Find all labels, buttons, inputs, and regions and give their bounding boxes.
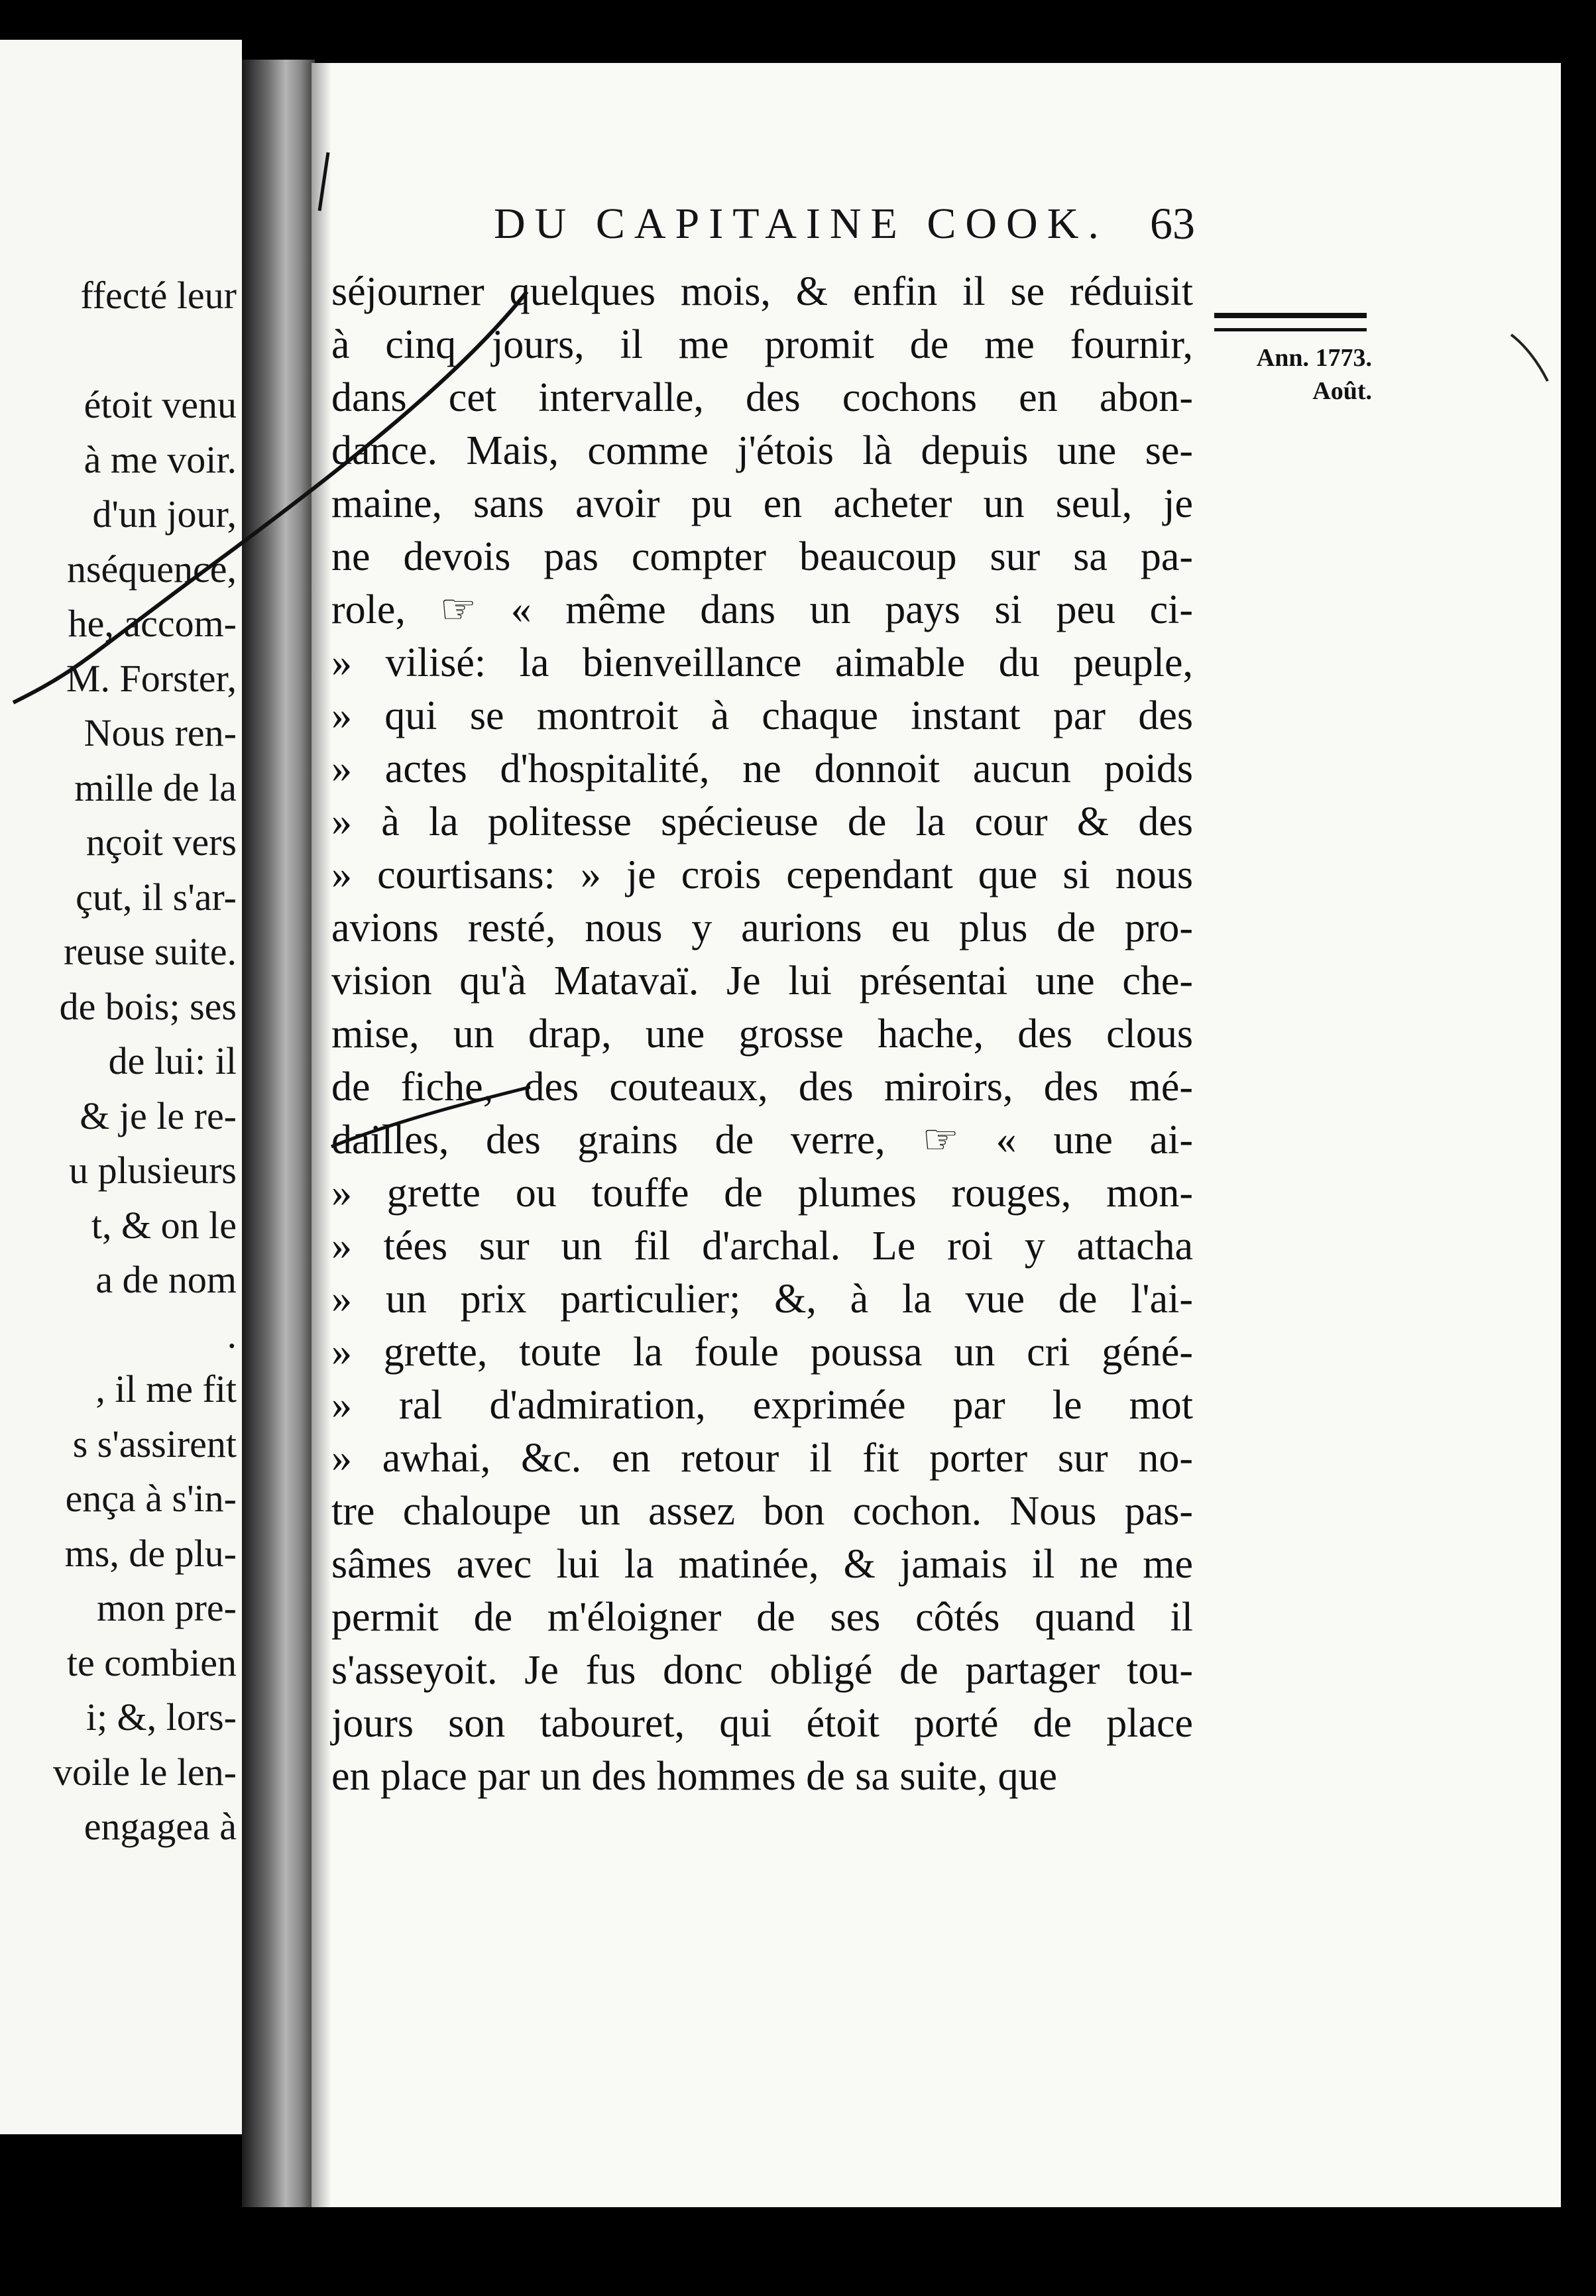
- left-page-line: ença à s'in-: [65, 1477, 237, 1520]
- body-line: maine, sans avoir pu en acheter un seul, je: [331, 481, 1193, 526]
- body-line: dans cet intervalle, des cochons en abon-: [331, 375, 1193, 420]
- body-line: mise, un drap, une grosse hache, des clous: [331, 1011, 1193, 1057]
- left-page-line: ffecté leur: [80, 274, 237, 317]
- margin-note-year: Ann. 1773.: [1256, 344, 1372, 372]
- body-line: » grette, toute la foule poussa un cri géné-: [331, 1330, 1193, 1375]
- body-line: permit de m'éloigner de ses côtés quand il: [331, 1595, 1193, 1640]
- body-line: sâmes avec lui la matinée, & jamais il ne me: [331, 1542, 1193, 1587]
- left-page-line: de bois; ses: [59, 984, 237, 1028]
- body-line: » vilisé: la bienveillance aimable du peuple,: [331, 640, 1193, 685]
- body-line: role, ☞ « même dans un pays si peu ci-: [331, 587, 1193, 632]
- page-number: 63: [1150, 198, 1195, 249]
- left-page-line: Nous ren-: [84, 711, 237, 754]
- left-page-line: i; &, lors-: [86, 1695, 237, 1739]
- left-page-line: u plusieurs: [69, 1149, 237, 1192]
- left-page-line: ms, de plu-: [64, 1531, 237, 1575]
- left-page-line: t, & on le: [91, 1203, 237, 1247]
- body-line: de fiche, des couteaux, des miroirs, des mé-: [331, 1064, 1193, 1110]
- left-page-line: te combien: [66, 1640, 237, 1684]
- left-page-line: he, accom-: [68, 602, 237, 645]
- body-line: en place par un des hommes de sa suite, que: [331, 1754, 1057, 1799]
- body-line: dance. Mais, comme j'étois là depuis une se-: [331, 428, 1193, 473]
- body-line: s'asseyoit. Je fus donc obligé de partager tou-: [331, 1648, 1193, 1693]
- body-line: dailles, des grains de verre, ☞ « une ai-: [331, 1118, 1193, 1163]
- body-line: tre chaloupe un assez bon cochon. Nous pas-: [331, 1489, 1193, 1534]
- pen-mark-edge: [1511, 335, 1548, 381]
- body-line: » courtisans: » je crois cependant que si nous: [331, 852, 1193, 897]
- body-line: » awhai, &c. en retour il fit porter sur no-: [331, 1436, 1193, 1481]
- left-page-line: voile le len-: [52, 1750, 237, 1794]
- left-page-line: çut, il s'ar-: [76, 875, 237, 919]
- body-line: à cinq jours, il me promit de me fournir,: [331, 322, 1193, 367]
- left-page-line: d'un jour,: [92, 492, 237, 536]
- margin-note-month: Août.: [1312, 377, 1372, 405]
- left-page-line: nséquence,: [66, 547, 237, 591]
- left-page-line: reuse suite.: [64, 930, 237, 973]
- body-line: » qui se montroit à chaque instant par des: [331, 693, 1193, 738]
- left-page-line: a de nom: [95, 1258, 237, 1301]
- body-line: » à la politesse spécieuse de la cour & des: [331, 799, 1193, 844]
- left-page-line: .: [227, 1312, 237, 1356]
- pen-mark-underline: [331, 1087, 530, 1147]
- left-page-line: étoit venu: [84, 383, 237, 426]
- body-line: » un prix particulier; &, à la vue de l'ai-: [331, 1277, 1193, 1322]
- body-line: » actes d'hospitalité, ne donnoit aucun poids: [331, 746, 1193, 791]
- body-line: » ral d'admiration, exprimée par le mot: [331, 1383, 1193, 1428]
- pen-mark-tick: [319, 152, 328, 211]
- left-page-line: à me voir.: [84, 437, 237, 481]
- left-page-line: nçoit vers: [86, 821, 237, 864]
- body-line: avions resté, nous y aurions eu plus de pro-: [331, 905, 1193, 950]
- left-page-line: s s'assirent: [72, 1422, 237, 1465]
- body-line: jours son tabouret, qui étoit porté de place: [331, 1701, 1193, 1746]
- body-line: » tées sur un fil d'archal. Le roi y attacha: [331, 1224, 1193, 1269]
- running-head: DU CAPITAINE COOK.: [494, 200, 1108, 248]
- body-line: séjourner quelques mois, & enfin il se réduisit: [331, 269, 1193, 314]
- left-page-line: mon pre-: [97, 1586, 237, 1629]
- scan-bottom-border: [0, 2207, 1596, 2296]
- pen-mark-diagonal-stroke: [13, 292, 527, 703]
- left-page-line: de lui: il: [108, 1039, 237, 1082]
- body-line: » grette ou touffe de plumes rouges, mon-: [331, 1171, 1193, 1216]
- left-page-line: & je le re-: [80, 1094, 237, 1137]
- body-line: ne devois pas compter beaucoup sur sa pa-: [331, 534, 1193, 579]
- left-page-line: engagea à: [84, 1805, 237, 1848]
- left-page-line: , il me fit: [95, 1367, 237, 1410]
- left-page-line: M. Forster,: [66, 656, 237, 700]
- body-line: vision qu'à Matavaï. Je lui présentai une che-: [331, 958, 1193, 1004]
- left-page-line: mille de la: [74, 766, 237, 809]
